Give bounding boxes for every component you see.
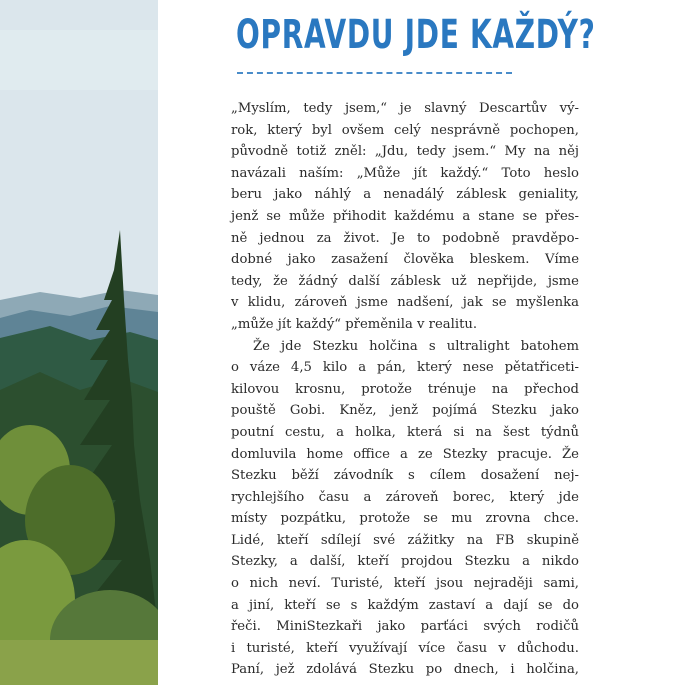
text-line: jenž se může přihodit každému a stane se přes- (231, 208, 579, 224)
text-line: Lidé, kteří sdílejí své zážitky na FB skupině (231, 532, 579, 548)
text-line: i turisté, kteří využívají více času v důchodu. (231, 640, 579, 656)
text-line: a jiní, kteří se s každým zastaví a dají se do (231, 597, 579, 613)
text-line: dobné jako zasažení člověka bleskem. Víme (231, 252, 579, 268)
text-line: rok, který byl ovšem celý nesprávně pochopen, (231, 122, 579, 138)
section-heading: OPRAVDU JDE KAŽDÝ? (236, 12, 596, 58)
text-line: o nich neví. Turisté, kteří jsou nejraději sami, (231, 576, 579, 592)
text-line: pouště Gobi. Kněz, jenž pojímá Stezku jako (231, 403, 579, 419)
text-line: o váze 4,5 kilo a pán, který nese pětatřiceti- (231, 360, 579, 376)
text-line: beru jako náhlý a nenadálý záblesk geniality, (231, 187, 579, 203)
article-body (231, 98, 579, 681)
text-line: Stezky, a další, kteří projdou Stezku a nikdo (231, 554, 579, 570)
text-line: Paní, jež zdolává Stezku po dnech, i holčina, (231, 662, 579, 678)
text-line: tedy, že žádný další záblesk už nepřijde, jsme (231, 273, 579, 289)
text-line: v klidu, zároveň jsme nadšení, jak se myšlenka (231, 295, 579, 311)
text-line: domluvila home office a ze Stezky pracuje. Že (231, 446, 579, 462)
text-line: poutní cestu, a holka, která si na šest týdnů (231, 424, 579, 440)
landscape-photo (0, 0, 158, 685)
text-line: Že jde Stezku holčina s ultralight batohem (253, 338, 579, 354)
heading-dashed-rule (237, 72, 512, 74)
text-line: „Myslím, tedy jsem,“ je slavný Descartův vý- (231, 101, 579, 116)
text-line: rychlejšího času a zároveň borec, který jde (231, 489, 579, 505)
text-line: původně totiž zněl: „Jdu, tedy jsem.“ My na něj (231, 144, 579, 160)
text-line: navázali naším: „Může jít každý.“ Toto heslo (231, 165, 579, 181)
text-line: místy pozpátku, protože se mu zrovna chce. (231, 511, 579, 527)
text-line: „může jít každý“ přeměnila v realitu. (231, 316, 478, 332)
text-line: kilovou krosnu, protože trénuje na přechod (231, 381, 579, 397)
text-line: ně jednou za život. Je to podobně pravděpo- (231, 230, 579, 246)
landscape-illustration (0, 0, 158, 685)
text-line: Stezku běží závodník s cílem dosažení nej- (231, 468, 579, 484)
text-line: řeči. MiniStezkaři jako parťáci svých rodičů (231, 619, 579, 635)
